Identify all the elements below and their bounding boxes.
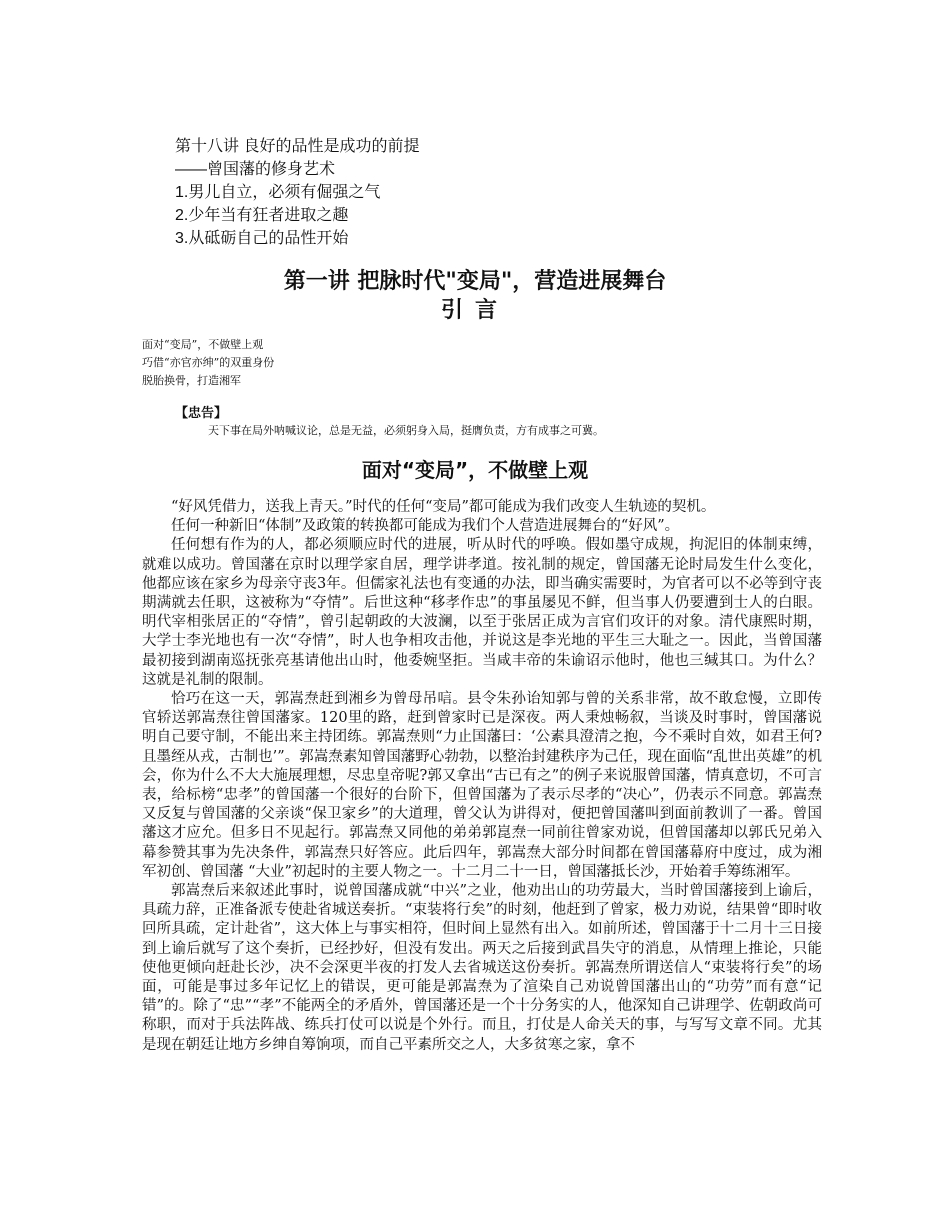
- advice-label: 【忠告】: [175, 406, 228, 421]
- intro-item: 巧借“亦官亦绅”的双重身份: [142, 356, 275, 369]
- paragraph: 郭嵩焘后来叙述此事时，说曾国藩成就“中兴”之业，他劝出山的功劳最大，当时曾国藩接到上谕后，具疏力辞，正准备派专使赴省城送奏折。“束装将行矣”的时刻，他赶到了曾家，极力劝说，结果曾“即时收回所具疏，定计赴省”，这大体上与事实相符，但时间上显然有出入。如前所述，曾国藩于十二月十三日接到上谕后就写了这个奏折，已经抄好，但没有发出。两天之后接到武昌失守的消息，从情理上推论，只能使他更倾向赶赴长沙，决不会深更半夜的打发人去省城送这份奏折。郭嵩焘所谓送信人“束装将行矣”的场面，可能是事过多年记忆上的错误，更可能是郭嵩焘为了渲染自己劝说曾国藩出山的“功劳”而有意“记错”的。除了“忠”“孝”不能两全的矛盾外，曾国藩还是一个十分务实的人，他深知自己讲理学、佐朝政尚可称职，而对于兵法阵战、练兵打仗可以说是个外行。而且，打仗是人命关天的事，与写写文章不同。尤其是现在朝廷让地方乡绅自筹饷项，而自己平素所交之人，大多贫寒之家，拿不: [142, 883, 822, 1053]
- section-heading: 面对“变局”，不做壁上观: [361, 458, 589, 482]
- paragraph: 任何想有作为的人，都必须顺应时代的进展，听从时代的呼唤。假如墨守成规，拘泥旧的体制束缚，就难以成功。曾国藩在京时以理学家自居，理学讲孝道。按礼制的规定，曾国藩无论时局发生什么变化，他都应该在家乡为母亲守丧3年。但儒家礼法也有变通的办法，即当确实需要时，为官者可以不必等到守丧期满就去任职，这被称为“夺情”。后世这种“移孝作忠”的事虽屡见不鲜，但当事人仍要遭到士人的白眼。明代宰相张居正的“夺情”，曾引起朝政的大波澜，以至于张居正成为言官们攻讦的对象。清代康熙时期，大学士李光地也有一次“夺情”，时人也争相攻击他，并说这是李光地的平生三大耻之一。因此，当曾国藩最初接到湖南巡抚张亮基请他出山时，他委婉坚拒。当咸丰帝的朱谕诏示他时，他也三缄其口。为什么？这就是礼制的限制。: [142, 537, 822, 688]
- paragraph: 恰巧在这一天，郭嵩焘赶到湘乡为曾母吊唁。县令朱孙诒知郭与曾的关系非常，故不敢怠慢，立即传官轿送郭嵩焘往曾国藩家。120里的路，赶到曾家时已是深夜。两人秉烛畅叙，当谈及时事时，曾国藩说明自己要守制，不能出来主持团练。郭嵩焘则“力止国藩曰：‘公素具澄清之抱，今不乘时自效，如君王何?且墨绖从戎，古制也’”。郭嵩焘素知曾国藩野心勃勃，以整治封建秩序为己任，现在面临“乱世出英雄”的机会，你为什么不大大施展理想，尽忠皇帝呢?郭又拿出“古已有之”的例子来说服曾国藩，情真意切，不可言表，给标榜“忠孝”的曾国藩一个很好的台阶下，但曾国藩为了表示尽孝的“决心”，仍表示不同意。郭嵩焘又反复与曾国藩的父亲谈“保卫家乡”的大道理，曾父认为讲得对，便把曾国藩叫到面前教训了一番。曾国藩这才应允。但多日不见起行。郭嵩焘又同他的弟弟郭崑焘一同前往曾家劝说，但曾国藩却以郭氏兄弟入幕参赞其事为先决条件，郭嵩焘只好答应。此后四年，郭嵩焘大部分时间都在曾国藩幕府中度过，成为湘军初创、曾国藩 “大业”初起时的主要人物之一。十二月二十一日，曾国藩抵长沙，开始着手筹练湘军。: [142, 691, 822, 880]
- paragraph: “好风凭借力，送我上青天。”时代的任何“变局”都可能成为我们改变人生轨迹的契机。: [171, 499, 716, 515]
- outline-title: 第十八讲 良好的品性是成功的前提: [175, 138, 420, 155]
- intro-outline: [142, 336, 274, 390]
- intro-item: 面对“变局”，不做壁上观: [142, 338, 264, 351]
- outline-item: 2.少年当有狂者进取之趣: [175, 207, 349, 224]
- paragraph: 任何一种新旧“体制”及政策的转换都可能成为我们个人营造进展舞台的“好风”。: [171, 518, 680, 535]
- advice-text: 天下事在局外呐喊议论，总是无益，必须躬身入局，挺膺负责，方有成事之可冀。: [208, 424, 604, 437]
- outline-item: 3.从砥砺自己的品性开始: [175, 230, 349, 247]
- chapter-title: 第一讲 把脉时代"变局"，营造进展舞台: [283, 269, 667, 294]
- lecture-outline: [175, 135, 419, 250]
- outline-item: 1.男儿自立，必须有倔强之气: [175, 184, 381, 201]
- outline-subtitle: ——曾国藩的修身艺术: [175, 161, 336, 178]
- body-text: [142, 498, 822, 1055]
- chapter-subtitle: 引言: [440, 298, 509, 323]
- intro-item: 脱胎换骨，打造湘军: [142, 374, 241, 387]
